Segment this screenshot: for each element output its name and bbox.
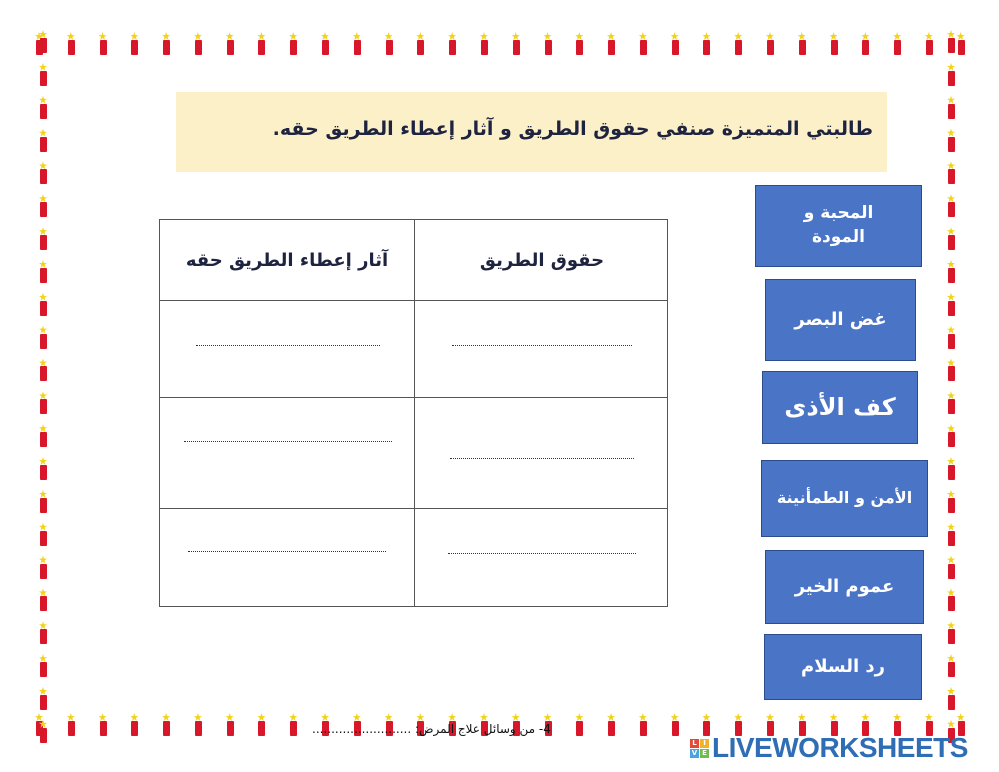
candle-icon: [511, 32, 521, 56]
candle-icon: [765, 32, 775, 56]
table-divider: [160, 397, 667, 398]
candle-icon: [946, 424, 956, 446]
candle-icon: [38, 30, 48, 52]
candle-icon: [38, 293, 48, 315]
candle-icon: [38, 194, 48, 216]
candle-icon: [946, 358, 956, 380]
candle-icon: [946, 621, 956, 643]
candle-icon: [256, 713, 266, 737]
candle-icon: [256, 32, 266, 56]
candle-icon: [38, 720, 48, 742]
candle-icon: [638, 713, 648, 737]
candle-icon: [946, 391, 956, 413]
drop-zone-rights-2[interactable]: [450, 457, 634, 459]
candle-icon: [946, 556, 956, 578]
candle-icon: [829, 32, 839, 56]
candle-icon: [38, 457, 48, 479]
candle-icon: [415, 32, 425, 56]
candle-icon: [574, 32, 584, 56]
header-effects: آثار إعطاء الطريق حقه: [185, 250, 389, 271]
candle-icon: [946, 654, 956, 676]
candle-icon: [98, 713, 108, 737]
candle-icon: [733, 32, 743, 56]
table-divider: [414, 220, 415, 606]
drop-zone-rights-1[interactable]: [452, 344, 632, 346]
candle-icon: [946, 194, 956, 216]
candle-icon: [384, 32, 394, 56]
candle-icon: [193, 32, 203, 56]
card-return-greeting[interactable]: رد السلام: [764, 634, 922, 700]
candle-icon: [320, 32, 330, 56]
candle-icon: [946, 523, 956, 545]
candle-icon: [288, 713, 298, 737]
candle-icon: [670, 713, 680, 737]
candle-icon: [193, 713, 203, 737]
candle-icon: [38, 227, 48, 249]
candle-icon: [892, 32, 902, 56]
instruction-banner: [176, 92, 887, 172]
table-divider: [160, 300, 667, 301]
candle-icon: [38, 96, 48, 118]
candle-icon: [98, 32, 108, 56]
candle-icon: [38, 424, 48, 446]
drop-zone-effects-2[interactable]: [184, 440, 392, 442]
candle-icon: [38, 588, 48, 610]
candle-icon: [66, 713, 76, 737]
border-left: [38, 30, 60, 742]
candle-icon: [38, 490, 48, 512]
candle-icon: [225, 713, 235, 737]
candle-icon: [946, 260, 956, 282]
candle-icon: [38, 556, 48, 578]
border-right: [946, 30, 968, 742]
candle-icon: [129, 32, 139, 56]
candle-icon: [38, 621, 48, 643]
candle-icon: [946, 490, 956, 512]
candle-icon: [38, 687, 48, 709]
candle-icon: [38, 63, 48, 85]
candle-icon: [946, 457, 956, 479]
candle-icon: [638, 32, 648, 56]
candle-icon: [38, 358, 48, 380]
candle-icon: [946, 96, 956, 118]
candle-icon: [447, 32, 457, 56]
liveworksheets-logo: [690, 728, 968, 768]
candle-icon: [924, 32, 934, 56]
logo-grid-icon: L I V E: [690, 739, 709, 758]
logo-text: LIVEWORKSHEETS: [712, 732, 968, 763]
candle-icon: [946, 687, 956, 709]
candle-icon: [352, 32, 362, 56]
candle-icon: [161, 32, 171, 56]
candle-icon: [946, 63, 956, 85]
footer-question: 4- من وسائل علاج المرض: ..........................: [312, 722, 551, 736]
card-security-peace[interactable]: الأمن و الطمأنينة: [761, 460, 928, 537]
candle-icon: [543, 32, 553, 56]
candle-icon: [946, 161, 956, 183]
candle-icon: [38, 260, 48, 282]
card-general-good[interactable]: عموم الخير: [765, 550, 924, 624]
candle-icon: [946, 293, 956, 315]
candle-icon: [860, 32, 870, 56]
candle-icon: [38, 391, 48, 413]
classification-table: [159, 219, 668, 607]
candle-icon: [479, 32, 489, 56]
candle-icon: [38, 129, 48, 151]
drop-zone-effects-1[interactable]: [196, 344, 380, 346]
candle-icon: [38, 326, 48, 348]
candle-icon: [574, 713, 584, 737]
candle-icon: [38, 161, 48, 183]
candle-icon: [129, 713, 139, 737]
candle-icon: [946, 129, 956, 151]
candle-icon: [38, 523, 48, 545]
candle-icon: [797, 32, 807, 56]
instruction-text: طالبتي المتميزة صنفي حقوق الطريق و آثار إعطاء الطريق حقه.: [272, 118, 873, 140]
candle-icon: [670, 32, 680, 56]
card-remove-harm[interactable]: كف الأذى: [762, 371, 918, 444]
header-road-rights: حقوق الطريق: [479, 250, 605, 271]
candle-icon: [946, 30, 956, 52]
candle-icon: [66, 32, 76, 56]
candle-icon: [225, 32, 235, 56]
drop-zone-rights-3[interactable]: [448, 552, 636, 554]
candle-icon: [946, 227, 956, 249]
drop-zone-effects-3[interactable]: [188, 550, 386, 552]
table-divider: [160, 508, 667, 509]
candle-icon: [161, 713, 171, 737]
border-top: [34, 32, 966, 58]
candle-icon: [606, 32, 616, 56]
candle-icon: [606, 713, 616, 737]
candle-icon: [946, 326, 956, 348]
candle-icon: [701, 32, 711, 56]
card-lower-gaze[interactable]: غض البصر: [765, 279, 916, 361]
card-love-affection[interactable]: المحبة و المودة: [755, 185, 922, 267]
candle-icon: [38, 654, 48, 676]
candle-icon: [946, 588, 956, 610]
candle-icon: [288, 32, 298, 56]
